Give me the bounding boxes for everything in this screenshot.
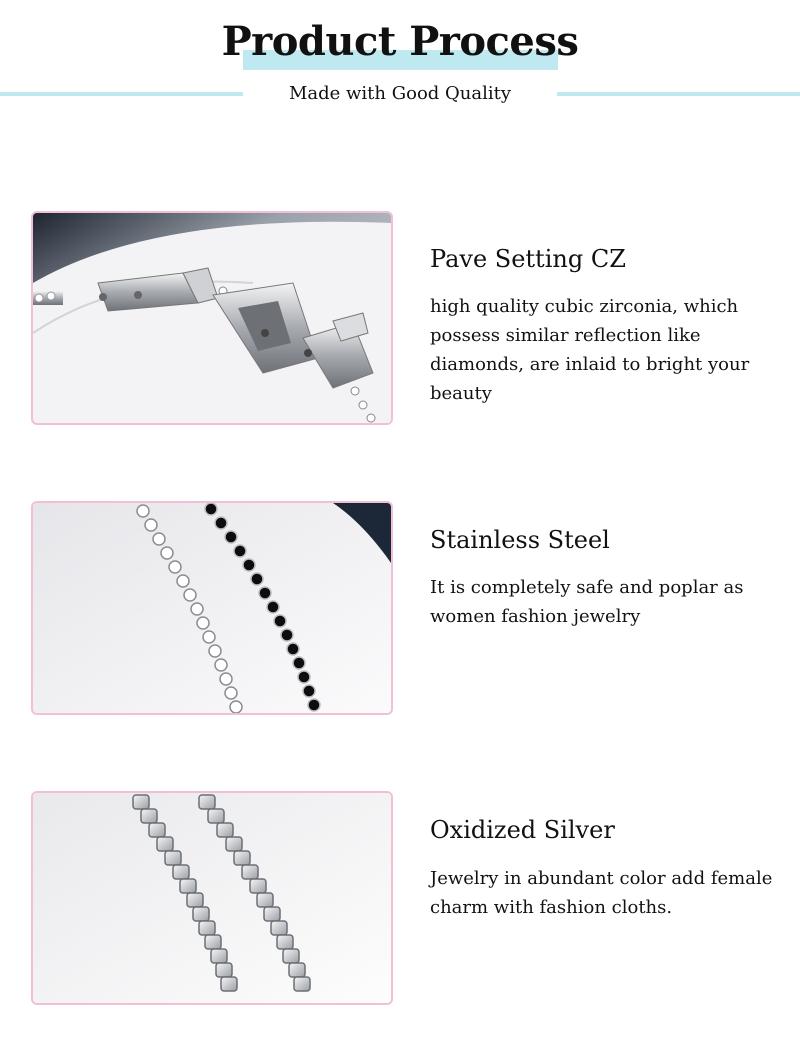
- feature-3-photo: [31, 791, 393, 1005]
- feature-2-description: It is completely safe and poplar as women fashion jewelry: [430, 577, 744, 627]
- feature-2-title: Stainless Steel: [430, 526, 610, 554]
- page-title: Product Process: [221, 18, 579, 65]
- feature-1-title: Pave Setting CZ: [430, 245, 626, 273]
- feature-1-photo: [31, 211, 393, 425]
- page-subtitle: Made with Good Quality: [288, 83, 512, 104]
- feature-2-photo: [31, 501, 393, 715]
- feature-3-title: Oxidized Silver: [430, 816, 615, 844]
- feature-3-description: Jewelry in abundant color add female charm with fashion cloths.: [430, 868, 773, 918]
- feature-1-description: high quality cubic zirconia, which possess similar reflection like diamonds, are inlaid to bright your beauty: [430, 296, 750, 404]
- section-header: [0, 0, 800, 130]
